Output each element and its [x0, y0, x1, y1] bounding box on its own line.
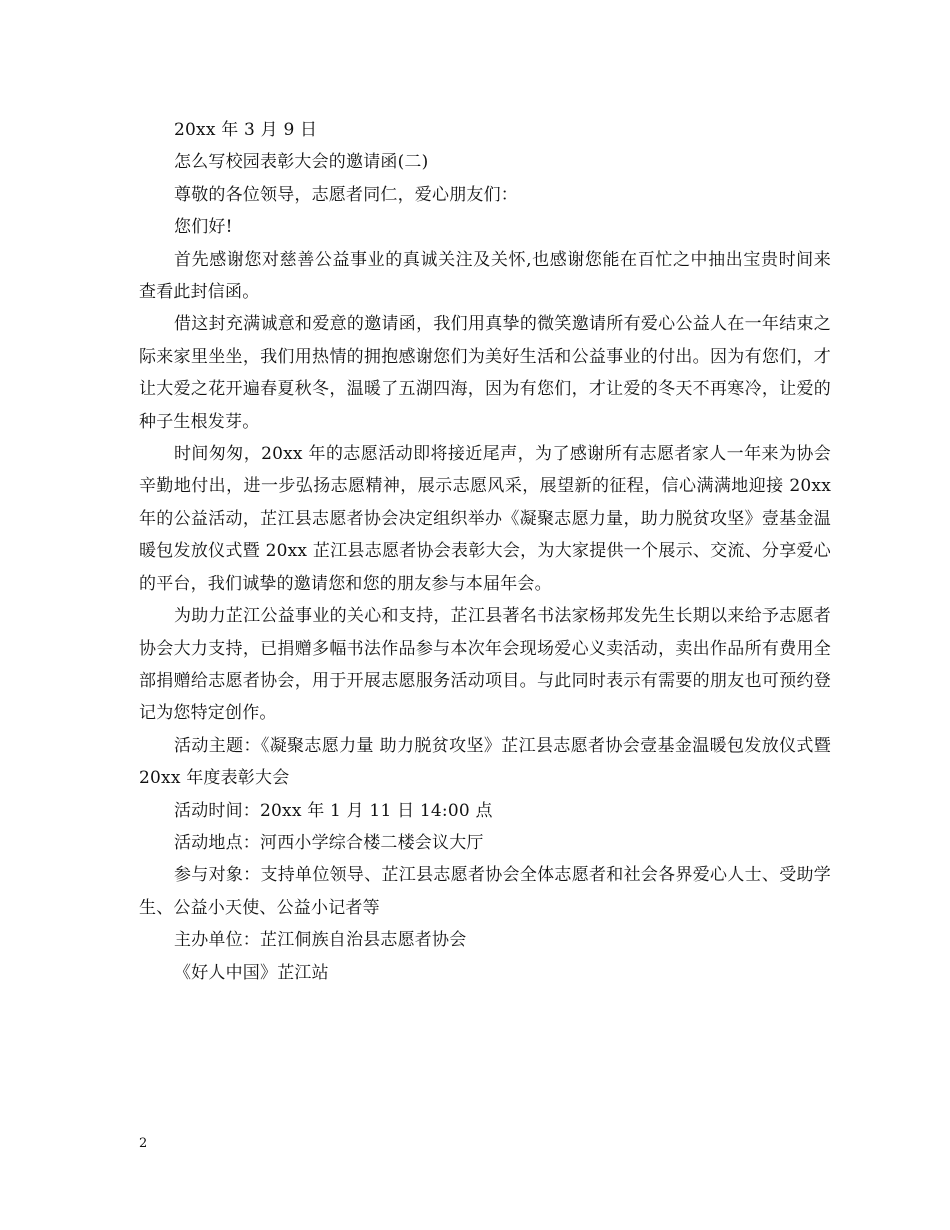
document-body — [139, 114, 831, 989]
event-co-organizer: 《好人中国》芷江站 — [174, 962, 329, 983]
paragraph-thanks: 首先感谢您对慈善公益事业的真诚关注及关怀,也感谢您能在百忙之中抽出宝贵时间来查看此封信函。 — [139, 249, 831, 303]
date-line: 20xx 年 3 月 9 日 — [174, 120, 318, 140]
letter-title: 怎么写校园表彰大会的邀请函(二) — [174, 152, 429, 173]
paragraph-calligraphy: 为助力芷江公益事业的关心和支持，芷江县著名书法家杨邦发先生长期以来给予志愿者协会大力支持，已捐赠多幅书法作品参与本次年会现场爱心义卖活动，卖出作品所有费用全部捐赠给志愿者协会，用于开展志愿服务活动项目。与此同时表示有需要的朋友也可预约登记为您特定创作。 — [139, 606, 831, 724]
salutation: 尊敬的各位领导，志愿者同仁，爱心朋友们： — [174, 184, 518, 205]
greeting: 您们好! — [174, 217, 233, 238]
event-location: 活动地点：河西小学综合楼二楼会议大厅 — [174, 832, 484, 853]
event-time: 活动时间：20xx 年 1 月 11 日 14:00 点 — [174, 800, 493, 821]
event-participants: 参与对象：支持单位领导、芷江县志愿者协会全体志愿者和社会各界爱心人士、受助学生、公益小天使、公益小记者等 — [139, 865, 831, 918]
paragraph-invitation: 借这封充满诚意和爱意的邀请函，我们用真挚的微笑邀请所有爱心公益人在一年结束之际来家里坐坐，我们用热情的拥抱感谢您们为美好生活和公益事业的付出。因为有您们，才让大爱之花开遍春夏秋冬，温暖了五湖四海，因为有您们，才让爱的冬天不再寒冷，让爱的种子生根发芽。 — [139, 314, 831, 432]
paragraph-event-intro: 时间匆匆，20xx 年的志愿活动即将接近尾声，为了感谢所有志愿者家人一年来为协会辛勤地付出，进一步弘扬志愿精神，展示志愿风采，展望新的征程，信心满满地迎接 20xx 年的公益活动，芷江县志愿者协会决定组织举办《凝聚志愿力量，助力脱贫攻坚》壹基金温暖包发放仪式暨 20xx 芷江县志愿者协会表彰大会，为大家提供一个展示、交流、分享爱心的平台，我们诚挚的邀请您和您的朋友参与本届年会。 — [139, 444, 831, 594]
event-theme: 活动主题：《凝聚志愿力量 助力脱贫攻坚》芷江县志愿者协会壹基金温暖包发放仪式暨 20xx 年度表彰大会 — [139, 735, 831, 789]
page-number: 2 — [139, 1136, 148, 1151]
event-organizer: 主办单位：芷江侗族自治县志愿者协会 — [174, 930, 467, 951]
